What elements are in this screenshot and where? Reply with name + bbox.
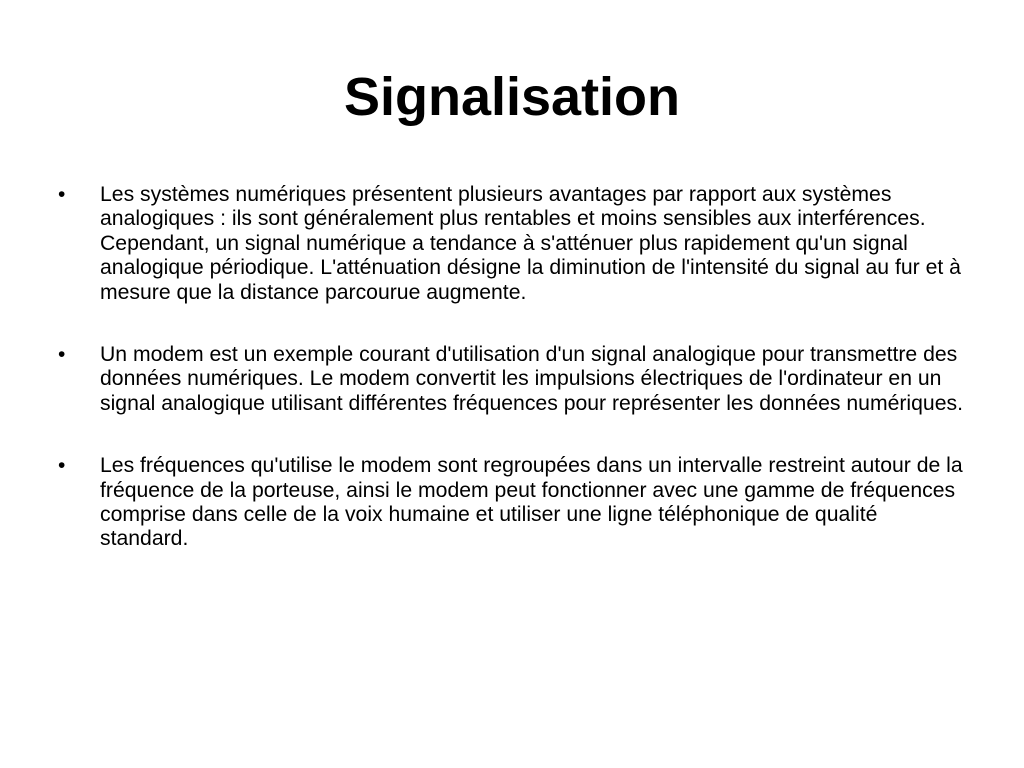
bullet-marker: • [58,343,66,367]
bullet-list [58,183,970,590]
bullet-text: Un modem est un exemple courant d'utilisation d'un signal analogique pour transmettre des données numériques. Le modem convertit les impulsions électriques de l'ordinateur en un signal analogique utilisant différentes fréquences pour représenter les données numériques. [100,343,963,415]
bullet-marker: • [58,183,66,206]
slide-title: Signalisation [343,67,681,127]
bullet-marker: • [58,454,66,478]
bullet-item-2 [58,343,970,416]
bullet-text: Les fréquences qu'utilise le modem sont regroupées dans un intervalle restreint autour de la fréquence de la porteuse, ainsi le modem peut fonctionner avec une gamme de fréquences comprise dans celle de la voix humaine et utiliser une ligne téléphonique de qualité standard. [100,454,963,551]
bullet-item-3 [58,454,970,552]
bullet-item-1 [58,183,970,305]
bullet-text: Les systèmes numériques présentent plusieurs avantages par rapport aux systèmes analogiques : ils sont généralement plus rentables et moins sensibles aux interférences. Cependant, un signal numérique a tendance à s'atténuer plus rapidement qu'un signal analogique périodique. L'atténuation désigne la diminution de l'intensité du signal au fur et à mesure que la distance parcourue augmente. [100,183,961,304]
